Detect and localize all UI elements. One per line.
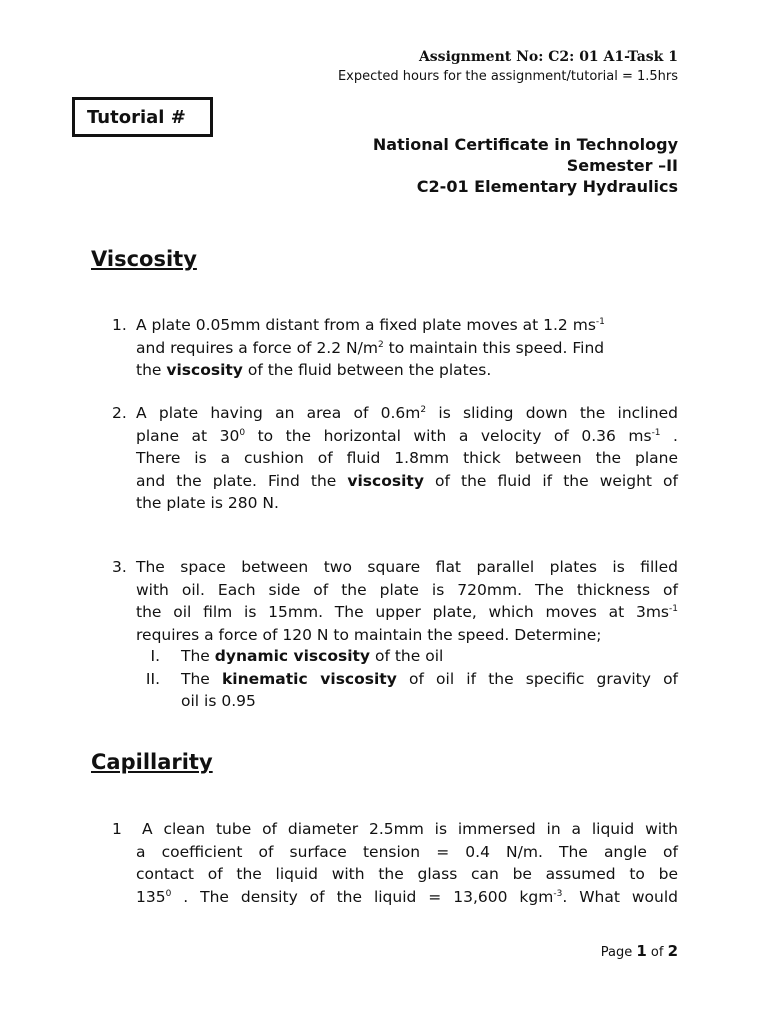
tutorial-number-box xyxy=(72,97,213,137)
question-number: 1. xyxy=(112,316,127,334)
question-text: oil is 0.95 xyxy=(181,692,256,710)
question-text: contact of the liquid with the glass can be assumed to be xyxy=(136,865,678,883)
superscript: -1 xyxy=(651,427,661,438)
of-word: of xyxy=(646,945,668,960)
question-number: 1 xyxy=(112,820,122,838)
question-text: requires a force of 120 N to maintain the speed. Determine; xyxy=(136,625,602,644)
question-text: The xyxy=(181,647,215,665)
question-text: of the fluid between the plates. xyxy=(242,361,492,379)
question-text: the oil film is 15mm. The upper plate, which moves at 3ms xyxy=(136,603,670,621)
capillarity-question-1 xyxy=(112,818,678,908)
question-text: and the plate. Find the xyxy=(136,471,348,490)
question-text: . The density of the liquid = 13,600 kgm xyxy=(171,887,554,906)
superscript: -1 xyxy=(595,317,605,327)
viscosity-heading: Viscosity xyxy=(91,247,197,271)
keyword-kinematic-viscosity: kinematic viscosity xyxy=(221,669,397,688)
viscosity-question-3 xyxy=(112,556,678,646)
superscript: 2 xyxy=(377,339,384,350)
viscosity-question-1 xyxy=(112,314,678,382)
course-title: C2-01 Elementary Hydraulics xyxy=(416,177,678,196)
question-text: and requires a force of 2.2 N/m xyxy=(136,338,378,357)
superscript: -1 xyxy=(669,604,678,614)
question-text: a coefficient of surface tension = 0.4 N/m. The angle of xyxy=(136,842,678,861)
question-text: is sliding down the inclined xyxy=(426,404,678,422)
total-pages: 2 xyxy=(667,942,678,960)
current-page: 1 xyxy=(636,942,647,960)
question-text: the plate is 280 N. xyxy=(136,494,279,512)
tutorial-label: Tutorial # xyxy=(87,107,186,128)
page-number xyxy=(601,942,678,960)
superscript: -3 xyxy=(553,888,563,899)
question-text: 135 xyxy=(136,887,166,906)
superscript: 2 xyxy=(420,405,427,415)
roman-numeral: I. xyxy=(150,647,160,665)
question-number: 2. xyxy=(112,404,127,422)
question-text: A plate 0.05mm distant from a fixed plate moves at 1.2 ms xyxy=(136,316,596,334)
assignment-number: Assignment No: C2: 01 A1-Task 1 xyxy=(418,49,678,65)
question-text: of the fluid if the weight of xyxy=(423,471,678,490)
sub-question-list xyxy=(0,645,768,715)
question-text: to the horizontal with a velocity of 0.36 ms xyxy=(245,426,652,445)
question-number: 3. xyxy=(112,558,127,576)
question-text: to maintain this speed. Find xyxy=(383,338,605,357)
question-text: plane at 30 xyxy=(136,426,240,445)
keyword-dynamic-viscosity: dynamic viscosity xyxy=(214,647,371,665)
question-text: A plate having an area of 0.6m xyxy=(136,404,421,422)
sub-question-2 xyxy=(181,668,678,691)
question-text: . What would xyxy=(562,887,678,906)
question-text: the xyxy=(136,361,167,379)
superscript: 0 xyxy=(239,427,246,438)
programme-title: National Certificate in Technology xyxy=(372,135,678,154)
question-text: A clean tube of diameter 2.5mm is immersed in a liquid with xyxy=(142,820,678,838)
question-text: . xyxy=(660,426,678,445)
question-text: of oil if the specific gravity of xyxy=(396,669,679,688)
page-word: Page xyxy=(600,945,637,960)
question-text: with oil. Each side of the plate is 720mm. The thickness of xyxy=(136,580,678,599)
question-text: of the oil xyxy=(370,647,444,665)
capillarity-heading: Capillarity xyxy=(91,750,213,774)
superscript: 0 xyxy=(165,888,172,899)
roman-numeral: II. xyxy=(145,669,160,688)
question-text: The space between two square flat parallel plates is filled xyxy=(136,558,678,576)
expected-hours: Expected hours for the assignment/tutorial = 1.5hrs xyxy=(337,69,678,84)
question-text: There is a cushion of fluid 1.8mm thick between the plane xyxy=(136,449,678,467)
question-text: The xyxy=(181,669,222,688)
semester-label: Semester –II xyxy=(566,156,678,175)
viscosity-question-2 xyxy=(112,402,678,515)
keyword-viscosity: viscosity xyxy=(347,471,424,490)
keyword-viscosity: viscosity xyxy=(166,361,243,379)
sub-question-1 xyxy=(181,645,443,668)
